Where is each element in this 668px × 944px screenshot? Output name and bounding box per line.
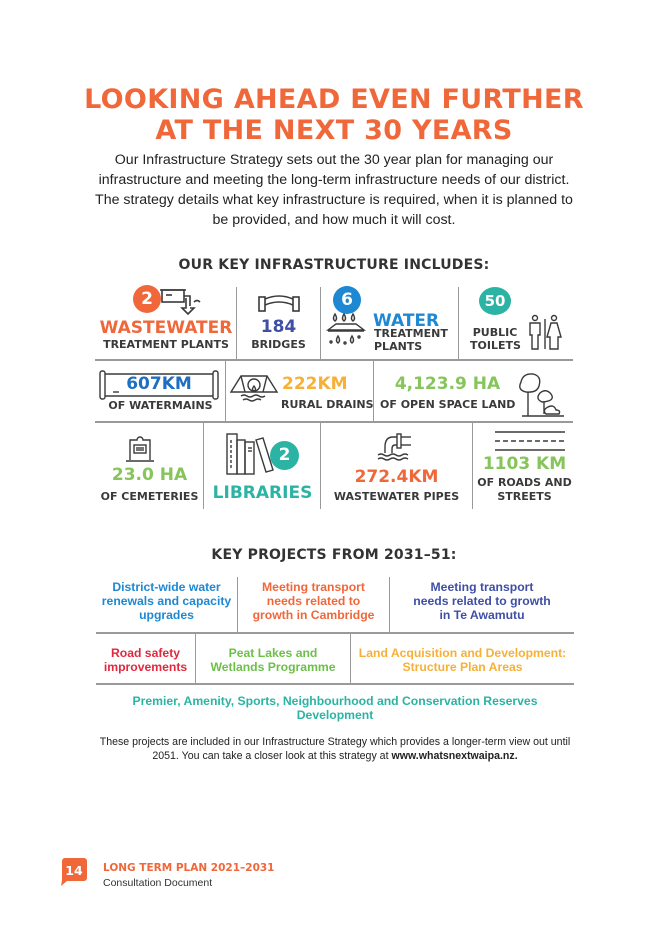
divider: [320, 287, 321, 359]
project-water-renewals: [96, 580, 237, 622]
water-plants-count-badge: 6: [333, 286, 361, 314]
footer-doc-subtitle: Consultation Document: [103, 877, 213, 889]
roads-label-2: STREETS: [497, 490, 552, 503]
wastewater-plants-value: WASTEWATER: [99, 318, 233, 338]
project-peat-lakes: [196, 646, 350, 674]
title-line-2: AT THE NEXT 30 YEARS: [155, 115, 513, 146]
project-te-awamutu-transport: [390, 580, 574, 622]
watermains-label: OF WATERMAINS: [108, 399, 213, 412]
project-reserves-development: Premier, Amenity, Sports, Neighbourhood and Conservation Reserves Development: [132, 694, 538, 722]
bridges-value: 184: [260, 317, 297, 337]
project-cambridge-transport: [238, 580, 389, 622]
project-line: needs related to growth: [413, 594, 551, 608]
toilet-people-icon: [527, 315, 563, 351]
rural-drains-value: 222KM: [282, 374, 348, 394]
divider: [373, 361, 374, 421]
watermains-value: 607KM: [126, 374, 192, 394]
cemeteries-value: 23.0 HA: [111, 465, 188, 485]
project-line: growth in Cambridge: [252, 608, 375, 622]
divider: [95, 421, 573, 423]
toilets-count-badge: 50: [479, 287, 511, 315]
water-plants-label-2: PLANTS: [374, 340, 423, 353]
roads-label-1: OF ROADS AND: [477, 476, 572, 489]
divider: [96, 683, 574, 685]
page-number: 14: [65, 863, 83, 878]
divider: [203, 423, 204, 509]
water-plants-label-1: TREATMENT: [374, 327, 448, 340]
headstone-icon: [125, 432, 155, 464]
project-road-safety: [96, 646, 195, 674]
wastewater-plants-count-badge: 2: [133, 285, 161, 313]
project-land-acquisition: [351, 646, 574, 674]
project-line: Meeting transport: [430, 580, 534, 594]
infrastructure-heading: OUR KEY INFRASTRUCTURE INCLUDES:: [178, 257, 490, 273]
drain-icon: [229, 372, 279, 404]
strategy-link[interactable]: www.whatsnextwaipa.nz.: [391, 750, 518, 762]
roads-value: 1103 KM: [482, 454, 567, 474]
project-line: Meeting transport: [262, 580, 365, 594]
open-space-value: 4,123.9 HA: [394, 374, 501, 394]
open-space-label: OF OPEN SPACE LAND: [380, 398, 516, 411]
toilets-label-2: TOILETS: [470, 339, 521, 352]
project-line: Land Acquisition and Development:: [358, 646, 567, 660]
cemeteries-label: OF CEMETERIES: [100, 490, 199, 503]
project-line: in Te Awamutu: [439, 608, 525, 622]
note-text: These projects are included in our Infrastructure Strategy which provides a longer-term view out until 2051. You can take a closer look at this strategy at: [99, 736, 571, 762]
divider: [225, 361, 226, 421]
rural-drains-label: RURAL DRAINS: [281, 398, 374, 411]
project-line: Peat Lakes and: [228, 646, 318, 660]
project-line: renewals and capacity: [101, 594, 232, 608]
wastewater-plants-label: TREATMENT PLANTS: [103, 338, 229, 351]
title-line-1: LOOKING AHEAD EVEN FURTHER: [84, 84, 584, 115]
trees-icon: [516, 370, 566, 420]
divider: [95, 359, 573, 361]
projects-heading: KEY PROJECTS FROM 2031–51:: [211, 547, 457, 563]
divider: [458, 287, 459, 359]
road-lines-icon: [495, 430, 565, 452]
libraries-label: LIBRARIES: [212, 483, 313, 503]
libraries-count-badge: 2: [270, 441, 299, 470]
footer-doc-title: LONG TERM PLAN 2021–2031: [103, 862, 275, 874]
divider: [96, 632, 574, 634]
project-line: Road safety: [110, 646, 181, 660]
bridges-label: BRIDGES: [251, 338, 306, 351]
project-line: needs related to: [266, 594, 361, 608]
water-plants-value: WATER: [373, 311, 440, 331]
project-line: Structure Plan Areas: [402, 660, 523, 674]
project-line: improvements: [103, 660, 188, 674]
projects-note: [95, 735, 575, 763]
treatment-plant-icon: [160, 287, 202, 317]
page-title: [60, 84, 608, 146]
outfall-pipe-icon: [377, 433, 417, 463]
project-line: District-wide water: [112, 580, 221, 594]
toilets-label-1: PUBLIC: [472, 326, 518, 339]
wastewater-pipes-value: 272.4KM: [354, 467, 439, 487]
project-line: Wetlands Programme: [210, 660, 336, 674]
bridge-icon: [258, 295, 300, 315]
wastewater-pipes-label: WASTEWATER PIPES: [333, 490, 460, 503]
intro-paragraph: Our Infrastructure Strategy sets out the 30 year plan for managing our infrastructure and meeting the long-term infrastructure needs of our district. The strategy details what key infrastructure is required, when it is planned to be provided, and how much it will cost.: [95, 152, 573, 228]
project-line: upgrades: [139, 608, 194, 622]
water-drops-icon: [326, 312, 370, 352]
